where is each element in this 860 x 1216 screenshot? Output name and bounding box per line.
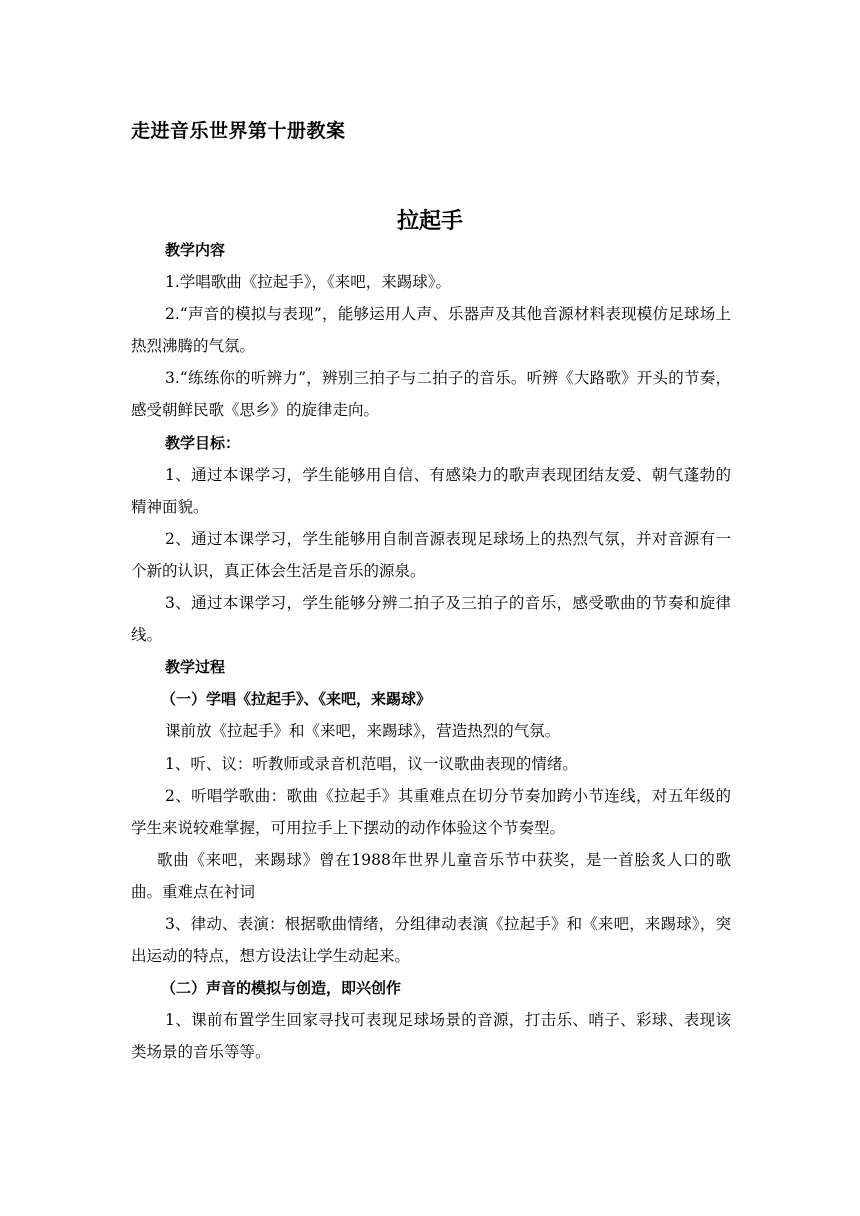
paragraph: 1、课前布置学生回家寻找可表现足球场景的音源，打击乐、哨子、彩球、表现该类场景的音乐等等。 xyxy=(131,1011,731,1062)
paragraph: 1.学唱歌曲《拉起手》，《来吧，来踢球》。 xyxy=(165,273,452,292)
paragraph: 1、通过本课学习，学生能够用自信、有感染力的歌声表现团结友爱、朝气蓬勃的精神面貌。 xyxy=(131,465,731,516)
paragraph: 3、律动、表演：根据歌曲情绪，分组律动表演《拉起手》和《来吧，来踢球》，突出运动的特点，想方设法让学生动起来。 xyxy=(131,914,731,966)
section-heading-process: 教学过程 xyxy=(165,658,226,677)
paragraph: 歌曲《来吧，来踢球》曾在1988年世界儿童音乐节中获奖，是一首脍炙人口的歌曲。重难点在衬词 xyxy=(131,850,731,901)
paragraph: 2、通过本课学习，学生能够用自制音源表现足球场上的热烈气氛，并对音源有一个新的认识，真正体会生活是音乐的源泉。 xyxy=(131,529,731,580)
paragraph: 2.“声音的模拟与表现”，能够运用人声、乐器声及其他音源材料表现模仿足球场上热烈沸腾的气氛。 xyxy=(131,305,731,356)
paragraph: 1、听、议：听教师或录音机范唱，议一议歌曲表现的情绪。 xyxy=(165,754,578,773)
header-title: 走进音乐世界第十册教案 xyxy=(131,120,346,142)
paragraph: 3、通过本课学习，学生能够分辨二拍子及三拍子的音乐，感受歌曲的节奏和旋律线。 xyxy=(131,594,731,645)
subsection-heading-1: （一）学唱《拉起手》、《来吧，来踢球》 xyxy=(161,690,432,709)
paragraph: 3.“练练你的听辨力”，辨别三拍子与二拍子的音乐。听辨《大路歌》开头的节奏，感受朝鲜民歌《思乡》的旋律走向。 xyxy=(131,369,731,420)
subsection-heading-2: （二）声音的模拟与创造，即兴创作 xyxy=(161,979,402,998)
paragraph: 2、听唱学歌曲：歌曲《拉起手》其重难点在切分节奏加跨小节连线，对五年级的学生来说较难掌握，可用拉手上下摆动的动作体验这个节奏型。 xyxy=(131,786,731,837)
document-body xyxy=(131,234,731,1068)
document-title: 拉起手 xyxy=(396,209,463,234)
paragraph: 课前放《拉起手》和《来吧，来踢球》，营造热烈的气氛。 xyxy=(165,722,561,741)
section-heading-content: 教学内容 xyxy=(165,241,226,259)
section-heading-goals: 教学目标： xyxy=(165,433,241,452)
